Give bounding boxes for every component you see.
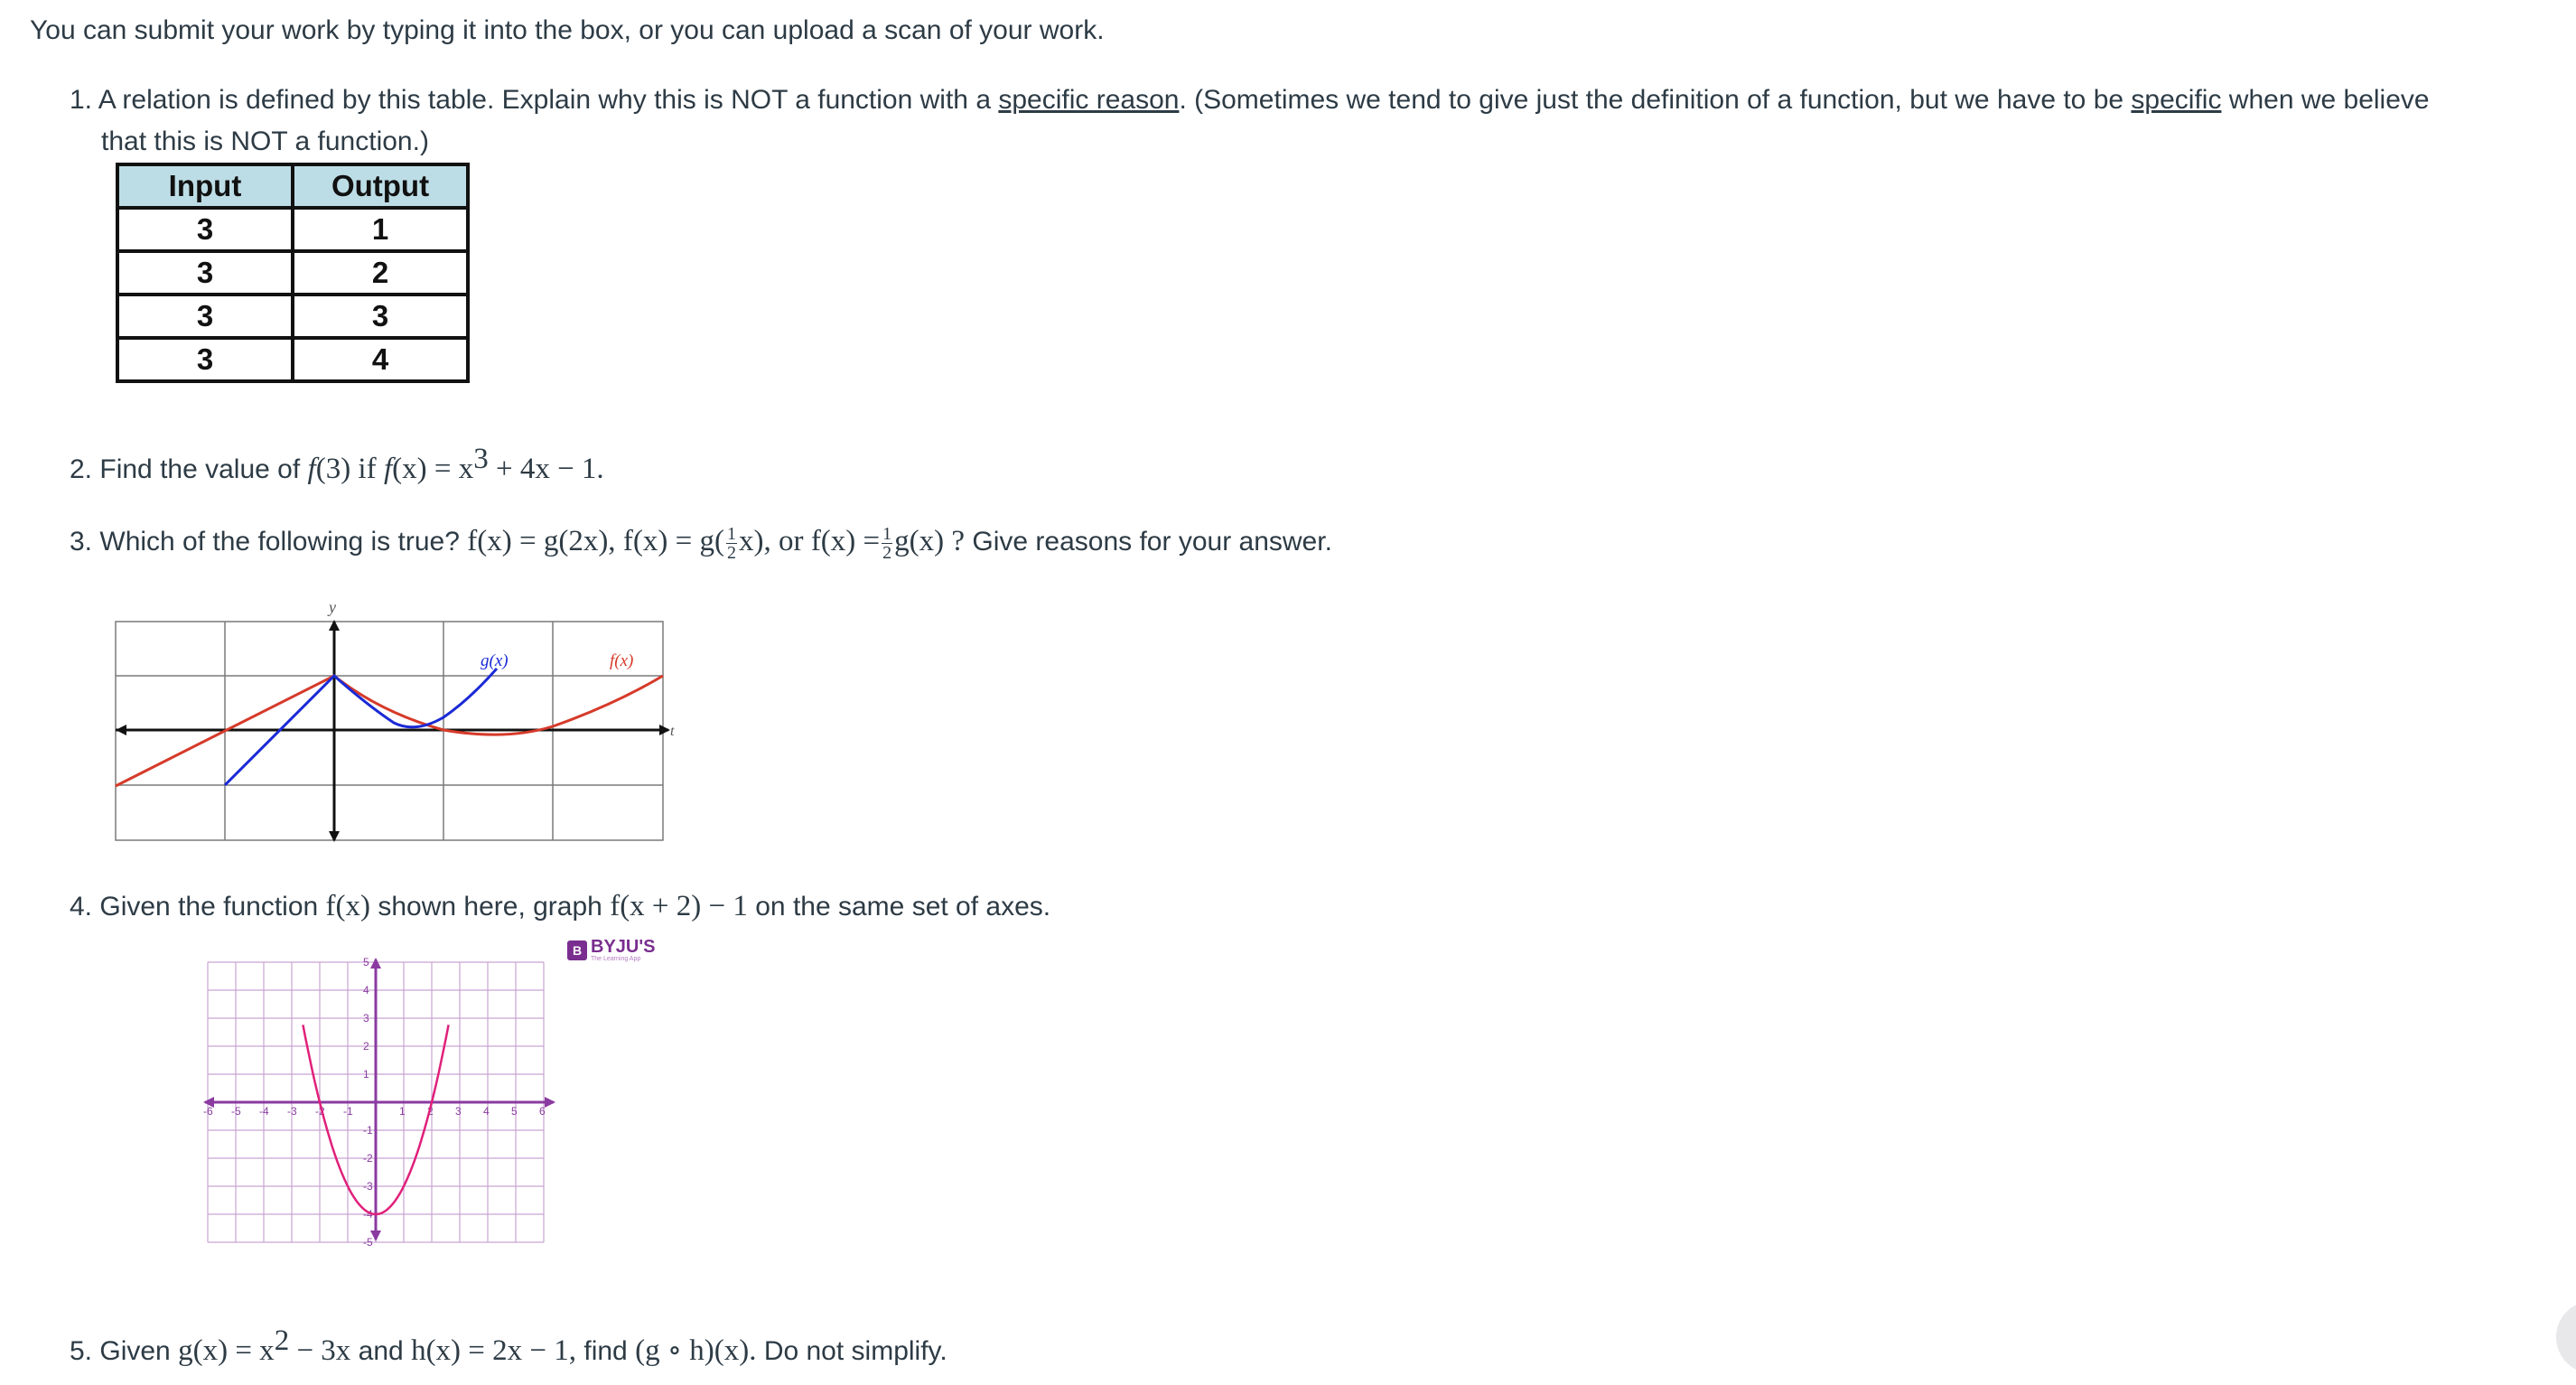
frac-num: 1 [882, 523, 892, 544]
g-label: g(x) [481, 651, 509, 670]
q4-x-arrow-right [545, 1097, 555, 1108]
q2-expr-d: (x) = x [392, 453, 474, 485]
x-axis-arrow-right [659, 725, 670, 735]
q3-option-3a: f(x) = [810, 525, 881, 557]
table-cell: 3 [117, 251, 293, 295]
table-cell: 3 [293, 295, 468, 338]
q5-h: h(x) = 2x − 1, [411, 1334, 577, 1367]
table-cell: 3 [117, 338, 293, 381]
q4-text-b: shown here, graph [378, 892, 602, 922]
y-tick-label: -4 [363, 1208, 373, 1221]
table-row [117, 208, 468, 251]
q1-text-b: . (Sometimes we tend to give just the definition of a function, but we have to be [1179, 85, 2132, 115]
x-tick-label: -1 [343, 1105, 353, 1118]
y-tick-label: 2 [363, 1040, 369, 1053]
x-tick-label: -2 [315, 1105, 325, 1118]
q1-line1 [70, 81, 2430, 119]
q3-option-3b: g(x) ? [894, 525, 966, 557]
q3-option-2b: x), or [738, 525, 804, 557]
q3-text: Which of the following is true? [99, 527, 460, 557]
q4-axes [203, 958, 555, 1241]
byjus-tagline: The Learning App [591, 956, 641, 962]
q1-number: 1. [70, 85, 93, 115]
q5-tail: Do not simplify. [763, 1336, 947, 1366]
byjus-logo-text [591, 938, 655, 962]
q5-gexp: 2 [274, 1324, 290, 1357]
q3-frac-2 [882, 525, 892, 562]
y-tick-label: 4 [363, 984, 369, 997]
q4-text-a: Given the function [99, 892, 319, 922]
y-tick-label: -2 [363, 1152, 373, 1165]
q4-y-arrow-top [370, 958, 381, 969]
f-label: f(x) [610, 651, 634, 670]
q2-number: 2. [70, 454, 93, 484]
y-tick-label: -1 [363, 1124, 373, 1137]
q4-number: 4. [70, 892, 93, 922]
byjus-logo [567, 938, 655, 962]
y-tick-label: 3 [363, 1012, 369, 1025]
x-tick-label: 3 [455, 1105, 462, 1118]
x-tick-label: 1 [399, 1105, 406, 1118]
x-tick-label: -3 [287, 1105, 297, 1118]
q2-expr-e: + 4x − 1. [488, 453, 604, 485]
table-row [117, 251, 468, 295]
q3-option-1: f(x) = g(2x), [467, 525, 616, 557]
frac-den: 2 [726, 542, 736, 563]
q1-specific: specific [2131, 85, 2222, 115]
q5-number: 5. [70, 1336, 93, 1366]
q5-and: and [358, 1336, 404, 1366]
x-tick-label: 5 [511, 1105, 518, 1118]
q3-number: 3. [70, 527, 93, 557]
q3-line [70, 522, 1332, 562]
q1-text-c: when we believe [2221, 85, 2430, 115]
q5-composition: (g ∘ h)(x). [635, 1334, 757, 1367]
q4-line [70, 887, 1050, 926]
table-header-input: Input [117, 164, 293, 208]
table-cell: 1 [293, 208, 468, 251]
byjus-name: BYJU'S [591, 937, 656, 957]
x-tick-label: -6 [203, 1105, 213, 1118]
q2-f2: f [383, 453, 393, 485]
q5-g: g(x) = x [178, 1334, 275, 1367]
scroll-button[interactable] [2556, 1301, 2576, 1373]
x-tick-label: -4 [259, 1105, 269, 1118]
y-tick-label: -3 [363, 1180, 373, 1193]
frac-num: 1 [726, 523, 736, 544]
x-tick-label: 6 [539, 1105, 546, 1118]
q4-text-c: on the same set of axes. [755, 892, 1051, 922]
q4-fx: f(x) [325, 890, 371, 922]
table-header-output: Output [293, 164, 468, 208]
table-row [117, 338, 468, 381]
x-axis-arrow-left [116, 725, 126, 735]
y-tick-label: 5 [363, 956, 369, 969]
q3-option-2a: f(x) = g( [622, 525, 724, 557]
q5-g2: − 3x [289, 1334, 351, 1367]
q5-text-a: Given [99, 1336, 171, 1366]
q2-line [70, 440, 604, 489]
q2-f: f [307, 453, 316, 485]
q5-line [70, 1322, 947, 1371]
frac-den: 2 [882, 542, 892, 563]
table-cell: 3 [117, 295, 293, 338]
q4-fexpr: f(x + 2) − 1 [610, 890, 748, 922]
q3-graph [108, 596, 686, 849]
y-tick-label: 1 [363, 1068, 369, 1081]
q3-y-label: y [329, 598, 336, 616]
q3-x-label: t [670, 724, 675, 739]
table-header-row [117, 164, 468, 208]
q3-tail: Give reasons for your answer. [972, 527, 1332, 557]
q1-specific-reason: specific reason [998, 85, 1180, 115]
table-cell: 4 [293, 338, 468, 381]
q2-text: Find the value of [99, 454, 301, 484]
byjus-logo-mark: B [567, 940, 587, 960]
x-tick-label: -5 [231, 1105, 241, 1118]
q2-exp: 3 [473, 443, 489, 475]
q1-line2: that this is NOT a function.) [101, 126, 429, 156]
g-curve [225, 669, 497, 785]
q3-axes [116, 622, 668, 840]
table-cell: 2 [293, 251, 468, 295]
y-tick-label: -5 [363, 1236, 373, 1247]
q4-graph [194, 949, 574, 1247]
x-tick-label: 4 [483, 1105, 490, 1118]
x-tick-label: 2 [427, 1105, 434, 1118]
q3-frac-1 [726, 525, 737, 562]
q5-find: find [583, 1336, 628, 1366]
table-row [117, 295, 468, 338]
relation-table [116, 163, 470, 383]
q1-text-a: A relation is defined by this table. Explain why this is NOT a function with a [98, 85, 999, 115]
q2-expr-b: (3) if [315, 453, 377, 485]
table-cell: 3 [117, 208, 293, 251]
intro-text: You can submit your work by typing it into the box, or you can upload a scan of your work. [30, 15, 1105, 45]
